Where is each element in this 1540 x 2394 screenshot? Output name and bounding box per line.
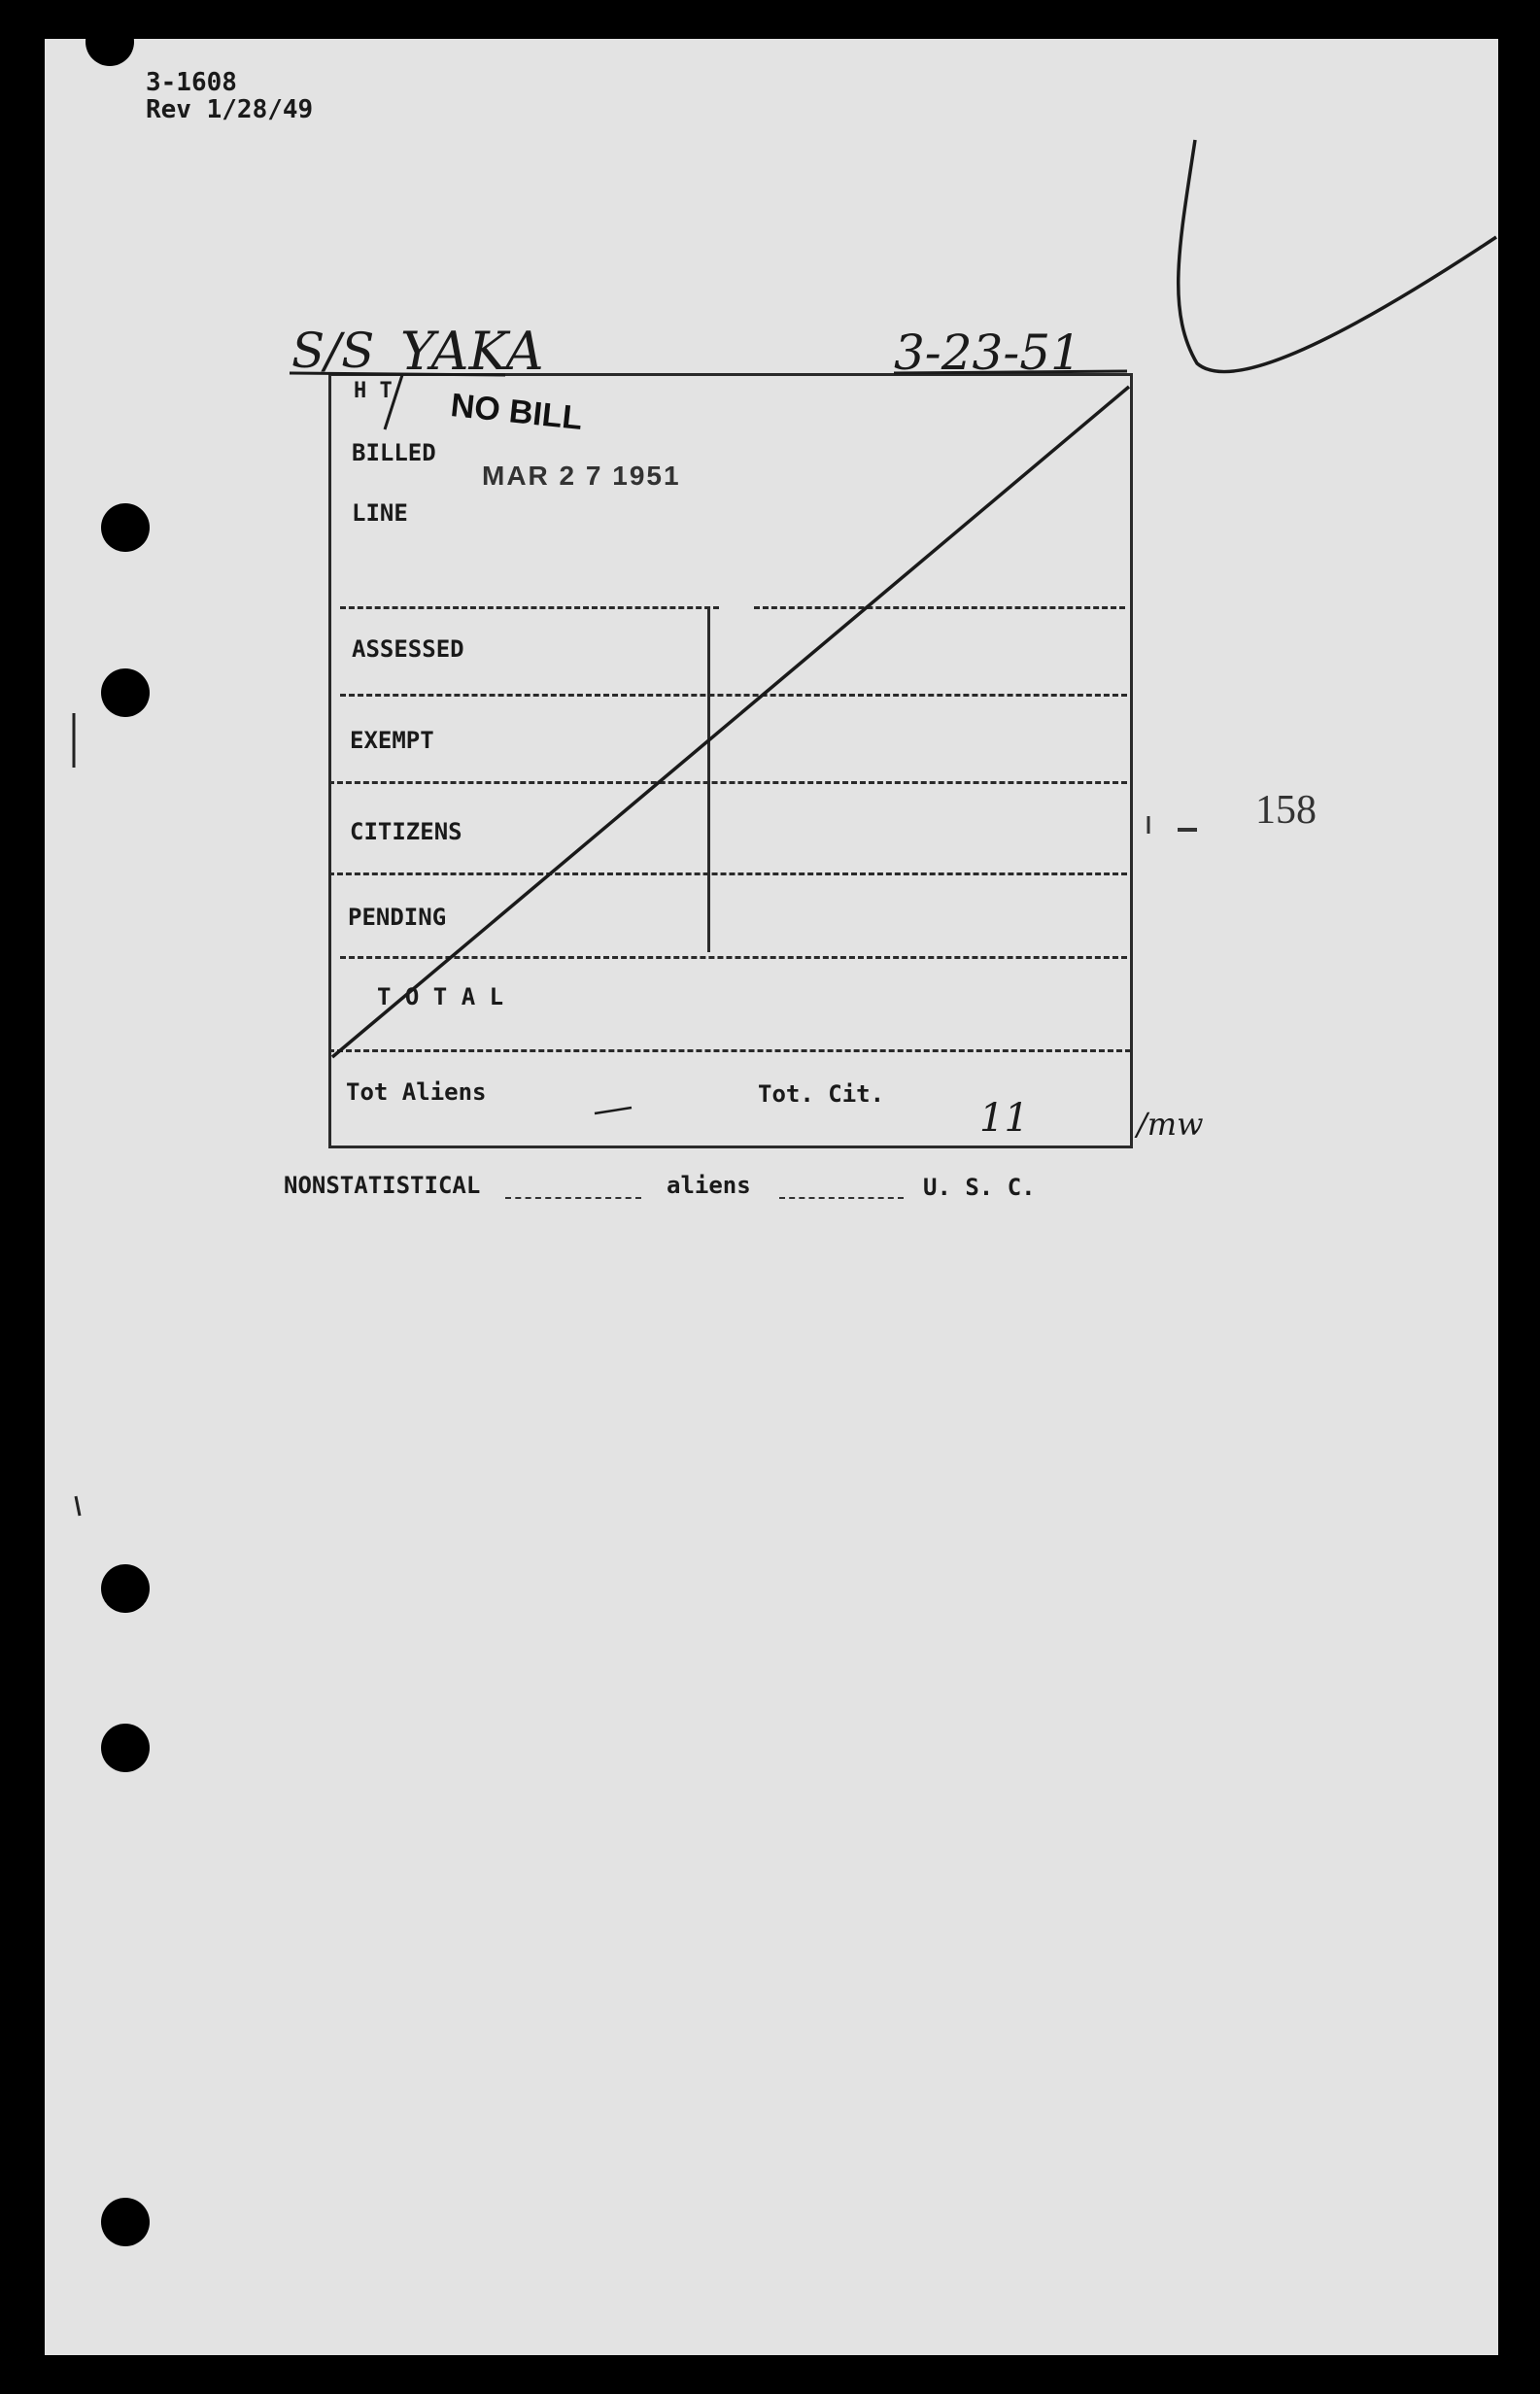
footer-nonstatistical: NONSTATISTICAL bbox=[284, 1172, 481, 1199]
form-revision: Rev 1/28/49 bbox=[146, 95, 314, 124]
label-tot-aliens: Tot Aliens bbox=[346, 1078, 487, 1106]
footer-aliens: aliens bbox=[667, 1172, 751, 1199]
vessel-prefix: S/S bbox=[291, 323, 375, 379]
stamp-date: MAR 2 7 1951 bbox=[482, 461, 681, 491]
label-exempt: EXEMPT bbox=[350, 727, 434, 754]
label-assessed: ASSESSED bbox=[352, 635, 464, 663]
label-pending: PENDING bbox=[348, 904, 447, 931]
label-line: LINE bbox=[352, 499, 408, 527]
label-tot-cit: Tot. Cit. bbox=[758, 1080, 885, 1108]
handwritten-date: 3-23-51 bbox=[894, 325, 1081, 381]
label-citizens: CITIZENS bbox=[350, 818, 462, 845]
label-ht: H T bbox=[354, 379, 393, 403]
label-billed: BILLED bbox=[352, 439, 436, 466]
page-number: 158 bbox=[1255, 788, 1317, 833]
footer-usc: U. S. C. bbox=[923, 1174, 1036, 1201]
vessel-name: YAKA bbox=[400, 321, 544, 382]
label-total: T O T A L bbox=[377, 983, 504, 1010]
form-number: 3-1608 bbox=[146, 68, 237, 97]
tot-cit-handwritten: 11 bbox=[979, 1096, 1029, 1141]
no-bill-stamp: NO BILL bbox=[449, 387, 585, 438]
initials: /mw bbox=[1137, 1106, 1204, 1143]
